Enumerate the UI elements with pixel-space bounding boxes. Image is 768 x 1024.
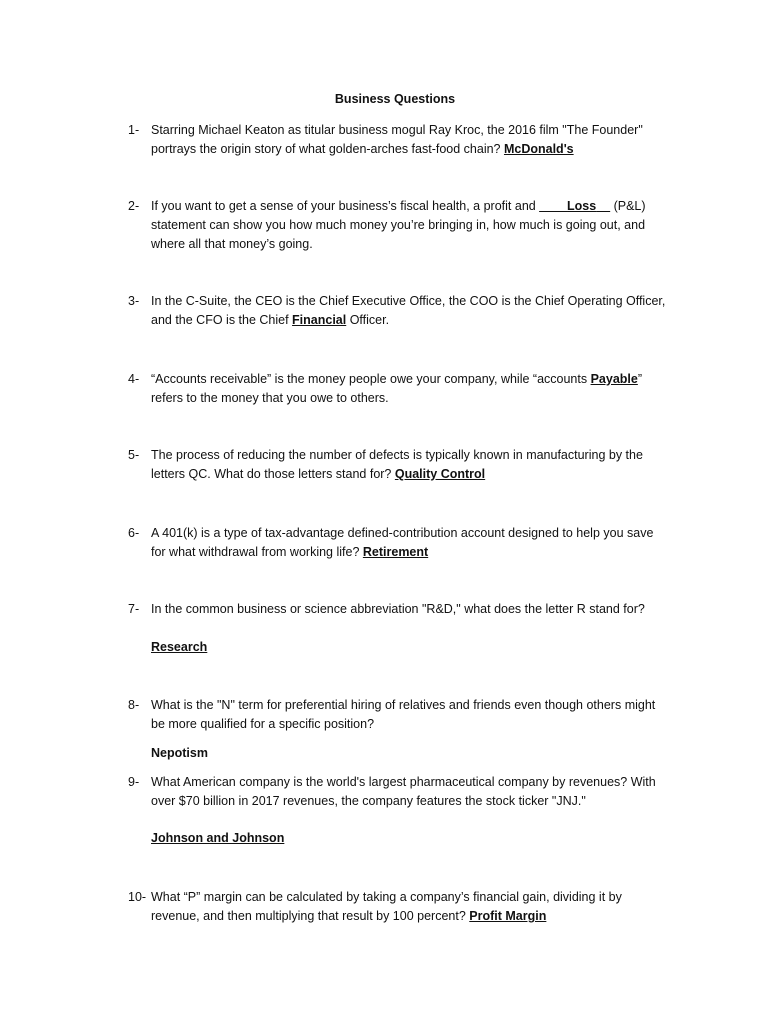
question-text: What is the "N" term for preferential hiring of relatives and friends even though others might be more qualified for a specific position? — [151, 698, 656, 731]
question-10 — [128, 888, 668, 926]
answer-blank: ____ — [539, 199, 568, 213]
question-number: 7- — [128, 602, 140, 616]
answer-text: Financial — [292, 313, 347, 327]
question-text: In the common business or science abbreviation "R&D," what does the letter R stand for? — [151, 602, 645, 616]
question-number: 6- — [128, 526, 140, 540]
question-2 — [128, 197, 668, 254]
answer-8: Nepotism — [151, 746, 208, 760]
question-text — [151, 888, 668, 926]
question-body: Starring Michael Keaton as titular business mogul Ray Kroc, the 2016 film "The Founder" portrays the origin story of what golden-arches fast-food chain? — [151, 123, 643, 156]
answer-text: McDonald's — [503, 142, 574, 156]
question-body: In the C-Suite, the CEO is the Chief Executive Office, the COO is the Chief Operating Officer, and the CFO is the Chief — [151, 294, 666, 327]
question-8 — [128, 696, 668, 734]
answer-blank: __ — [596, 199, 611, 213]
document-title: Business Questions — [334, 92, 456, 106]
question-body: (P&L) statement can show you how much money you’re bringing in, how much is going out, and where all that money’s going. — [151, 199, 646, 251]
question-number: 4- — [128, 372, 140, 386]
question-text — [151, 370, 668, 408]
question-number: 2- — [128, 199, 140, 213]
question-body: The process of reducing the number of defects is typically known in manufacturing by the letters QC. What do those letters stand for? — [151, 448, 643, 481]
question-number: 10- — [128, 890, 147, 904]
question-7 — [128, 600, 668, 619]
answer-text: Loss — [567, 199, 597, 213]
question-body: If you want to get a sense of your business’s fiscal health, a profit and — [151, 199, 540, 213]
question-3 — [128, 292, 668, 330]
question-1 — [128, 121, 668, 159]
question-number: 9- — [128, 775, 140, 789]
question-number: 1- — [128, 123, 140, 137]
answer-7: Research — [151, 640, 208, 654]
question-text — [151, 197, 668, 254]
question-text — [151, 524, 668, 562]
question-number: 8- — [128, 698, 140, 712]
question-body: Officer. — [346, 313, 390, 327]
answer-text: Quality Control — [394, 467, 486, 481]
question-number: 3- — [128, 294, 140, 308]
question-9 — [128, 773, 668, 811]
question-body: What “P” margin can be calculated by taking a company’s financial gain, dividing it by revenue, and then multiplying that result by 100 percent? — [151, 890, 622, 923]
answer-text: Payable — [590, 372, 638, 386]
question-6 — [128, 524, 668, 562]
question-5 — [128, 446, 668, 484]
question-4 — [128, 370, 668, 408]
answer-text: Profit Margin — [469, 909, 547, 923]
question-text — [151, 121, 668, 159]
question-text — [151, 292, 668, 330]
question-body: ” refers to the money that you owe to others. — [151, 372, 643, 405]
question-text — [151, 446, 668, 484]
answer-9: Johnson and Johnson — [151, 831, 285, 845]
question-number: 5- — [128, 448, 140, 462]
question-body: “Accounts receivable” is the money people owe your company, while “accounts — [151, 372, 591, 386]
question-body: A 401(k) is a type of tax-advantage defined-contribution account designed to help you save for what withdrawal from working life? — [151, 526, 654, 559]
answer-text: Retirement — [362, 545, 429, 559]
question-text: What American company is the world's largest pharmaceutical company by revenues? With over $70 billion in 2017 revenues, the company features the stock ticker "JNJ." — [151, 775, 656, 808]
